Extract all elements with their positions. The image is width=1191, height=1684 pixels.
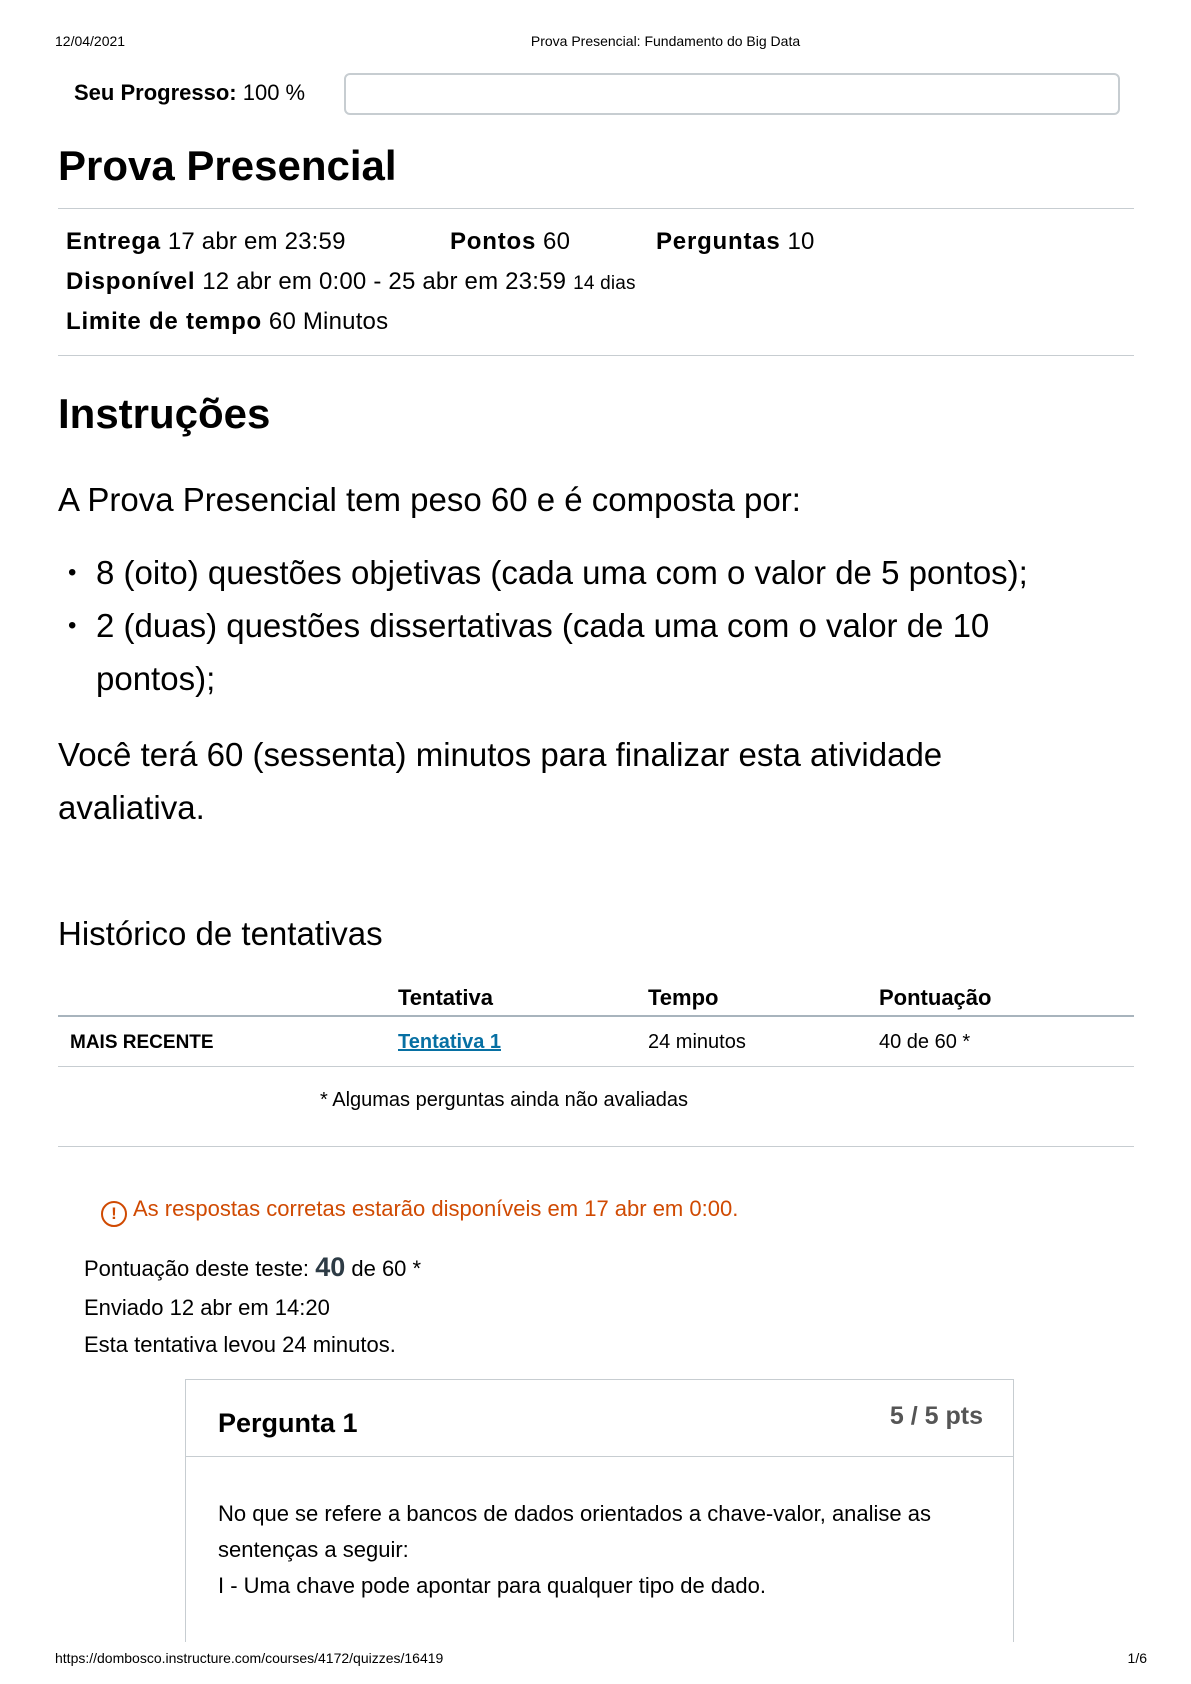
instructions-closing: Você terá 60 (sessenta) minutos para finalizar esta atividade avaliativa. [58,736,943,826]
instructions-heading: Instruções [58,390,271,437]
print-date: 12/04/2021 [55,33,126,49]
points-value: 60 [543,228,571,255]
due-label: Entrega [66,228,161,255]
score-value: 40 [315,1252,346,1282]
question-title: Pergunta 1 [218,1408,358,1438]
attempt-link[interactable]: Tentativa 1 [398,1031,501,1053]
history-footnote: * Algumas perguntas ainda não avaliadas [320,1089,689,1111]
questions-label: Perguntas [656,228,781,255]
column-header-attempt: Tentativa [398,985,493,1010]
table-header-border [58,1015,1134,1017]
history-heading: Histórico de tentativas [58,915,383,952]
time-limit [66,308,388,336]
attempt-time: 24 minutos [648,1031,746,1053]
question-line: I - Uma chave pode apontar para qualquer tipo de dado. [218,1573,766,1598]
progress-bar [344,73,1120,115]
available-label: Disponível [66,268,196,295]
table-row-border [58,1066,1134,1067]
progress-label-text: Seu Progresso: [74,80,237,105]
page-title: Prova Presencial [58,142,397,189]
points [450,228,570,256]
instructions-intro: A Prova Presencial tem peso 60 e é composta por: [58,481,801,518]
progress-label [74,80,305,106]
warning-icon: ! [101,1201,127,1227]
attempt-score: 40 de 60 * [879,1031,971,1053]
page-number: 1/6 [1127,1650,1147,1666]
submitted-date: Enviado 12 abr em 14:20 [84,1295,330,1320]
list-item: • 8 (oito) questões objetivas (cada uma com o valor de 5 pontos); [58,546,1138,599]
footer-url: https://dombosco.instructure.com/courses/4172/quizzes/16419 [55,1650,444,1666]
column-header-time: Tempo [648,985,719,1010]
progress-value: 100 % [242,80,306,105]
available-days: 14 dias [573,273,636,294]
column-header-score: Pontuação [879,985,992,1010]
instructions-list [58,546,1138,705]
divider [58,355,1134,356]
time-limit-label: Limite de tempo [66,308,263,335]
availability [66,268,636,296]
notice-text: As respostas corretas estarão disponíveis em 17 abr em 0:00. [133,1196,739,1221]
attempt-duration: Esta tentativa levou 24 minutos. [84,1332,396,1357]
questions [656,228,815,256]
score-summary [84,1252,421,1283]
divider [58,208,1134,209]
time-limit-value: 60 Minutos [268,308,389,335]
print-title: Prova Presencial: Fundamento do Big Data [530,33,801,49]
due-value: 17 abr em 23:59 [167,228,346,255]
divider [58,1146,1134,1147]
row-label: MAIS RECENTE [70,1032,214,1053]
points-label: Pontos [450,228,537,255]
questions-value: 10 [787,228,815,255]
question-header [186,1380,1013,1457]
answers-notice [101,1196,738,1227]
question-line: No que se refere a bancos de dados orientados a chave-valor, analise as sentenças a seguir: [218,1501,932,1562]
question-points: 5 / 5 pts [889,1402,983,1430]
due-date [66,228,346,256]
score-suffix: de 60 * [351,1256,422,1281]
score-prefix: Pontuação deste teste: [84,1256,310,1281]
question-card [185,1379,1014,1684]
available-value: 12 abr em 0:00 - 25 abr em 23:59 [202,268,567,295]
question-text [218,1496,988,1604]
list-item: • 2 (duas) questões dissertativas (cada uma com o valor de 10 pontos); [58,599,1138,705]
